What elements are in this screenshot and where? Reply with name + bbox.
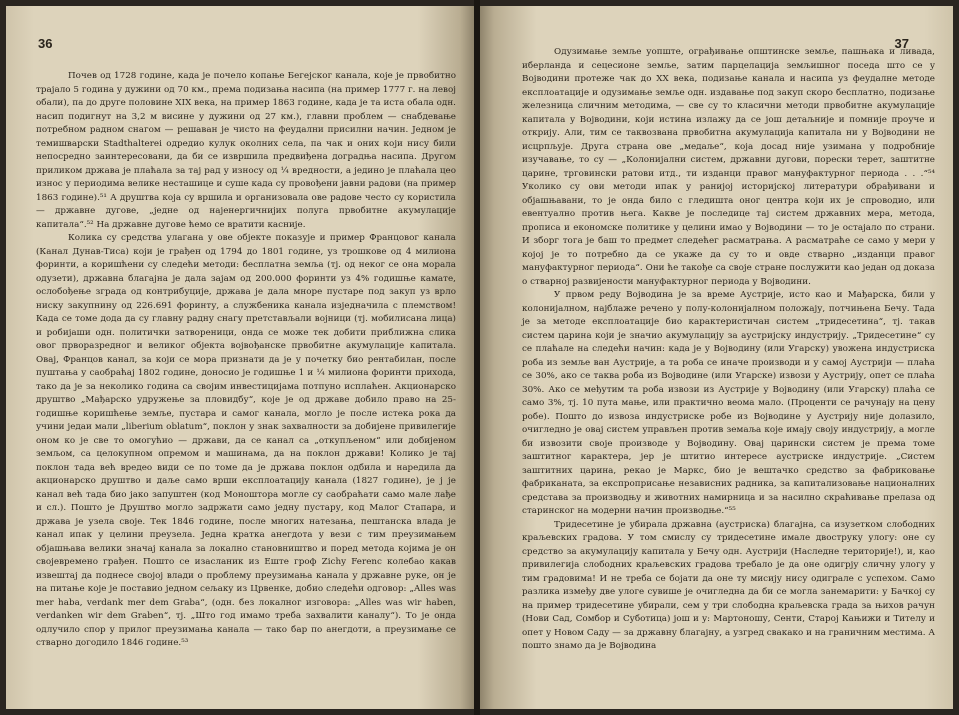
- paragraph: Колика су средства улагана у ове објекте показује и пример Францовог канала (Канал Дунав-Тиса) који је грађен од 1794 до 1801 године, уз трошкове од 4 милиона форинти, а коришћени су следећи методи: бесплатна земља (тј. од неког се она морала одузети), државна благајна је дала зајам од 200.000 форинти уз 4% годишње камате, ослобођење зграда од контрибуције, држава је дала мноре пустаре под закуп уз врло ниску закупнину од 226.691 форинту, а службеника канала изједначила с племством! Када се томе дода да су главну радну снагу претстављали војници (тј. мобилисана лица) и робијаши одн. политички затвореници, онда се може тек добити приближна слика овог прворазредног и великог објекта војвођанске првобитне акумулације капитала. Овај, Францов канал, за који се мора признати да је у почетку био рентабилан, после пуштања у саобраћај 1802 године, доносио је годишње 1 и ¼ милиона форинти прихода, тако да је за неколико година са својим инвестицијама потпуно исплаћен. Акционарско друштво „Мађарско удружење за пловидбу“, које је од државе добило право на 25-годишње коришћење земље, пустара и самог канала, могло је после истека рока да учини једаи мали „liberium oblatum“, поклон у знак захвалности за добијене привилегије оном ко је све то омогућио — држави, да се канал са „откупљеном“ или добијеном земљом, са целокупном опремом и машинама, да на поклон држави! Колико је тај поклон тада већ вредео види се по томе да је држава поклон одбила и наредила да акционарско друштво и даље само врши експлоатацију канала (1827 године), је ј је канал већ тада био јако запуштен (код Моноштора могле су саобраћати само мале лађе и сл.). Пошто је Друштво могло задржати само једну пустару, код Малог Стапара, и држава је узела своје. Тек 1846 године, после многих натезања, пештанска влада је канал ипак у целини преузела. Једна кратка анегдота у вези с тим преузимањем објашњава велики значај канала за локално становништво и поред метода којима је он својевремено грађен. Пошто се изасланик из Еште гроф Zichy Ferenc колебао какав извештај да поднесе својој влади о проблему преузимања канала у државне руке, он је на питање које је поставио једном сељаку из Црвенке, добио следећи одговор: „Alles was mer haba, verdank mer dem Graba“, (одн. без локалног изговора: „Alles was wir haben, verdanken wir dem Graben“, тј. „Што год имамо треба захвалити каналу“). То је онда одлучило спор у прилог преузимања канала — тако бар по анегдоти, а преузимање се стварно догодило 1846 године.⁵³: [36, 233, 456, 648]
- right-page: [480, 6, 953, 709]
- page-body: [36, 70, 456, 651]
- page-body: [522, 46, 935, 654]
- left-page: [6, 6, 474, 709]
- paragraph: Тридесетине је убирала државна (аустриска) благајна, са изузетком слободних краљевских градова. У том смислу су тридесетине имале двоструку улогу: оне су средство за акумулацију капитала у Бечу одн. Аустрији (Наследне територије!), и, као привилегија слободних краљевских градова требало је да оне одигрју сличну улогу у тим градовима! И не треба се бојати да оне ту мисију нису одиграле с успехом. Само разлика између две улоге сувише је очигледна да би се могла занемарити: у Бачкој су на пример тридесетине убирали, сем у три слободна краљевска града за њихов рачун (Нови Сад, Сомбор и Суботица) још и у: Мартоношу, Сенти, Старој Кањижи и Тителу и опет у Новом Саду — за државну благајну, а узгред свакако и на граничним местима. А пошто знамо да је Војводина: [522, 519, 935, 651]
- paragraph: Почев од 1728 године, када је почело копање Бегејског канала, које је првобитно трајало 5 година у дужини од 70 км., према подизања насипа (на пример 1777 г. на левој обали), па до друге половине XIX века, на пример 1863 године, када је та иста обала одн. насип подигнут на 3,2 м висине у дужини од 27 км.), главни проблем — снабдевање потребном радном снагом — решаван је чисто на феудални присилни начин. Једном је темишварски Stadthalterei одредио кулук околних села, па чак и оних који нису били непосредно заинтересовани, да би се извршила предвиђена доградња насипа. Другом приликом држава је плаћала за тај рад у износу од ¼ вредности, а једино је плаћала цео износ у периодима велике несташице и суше када су провођени јавни радови (на пример 1863 године).⁵¹ А друштва која су вршила и организовала ове радове често су користила — државне дугове, „једне од најенергичнијих полуга првобитне акумулације капитала“.⁵² На државне дугове ћемо се вратити касније.: [36, 71, 456, 230]
- page-number: 37: [894, 36, 909, 51]
- paragraph: Одузимање земље уопште, ограђивање општинске земље, пашњака и ливада, иберланда и сецесионе земље, затим парцелација земљишног поседа што се у Војводини протеже чак до XX века, подизање канала и насипа уз феудалне методе експлоатације и одузимање земље одн. издавање под закуп скоро бесплатно, подизање железница сличним методима, — све су то класични методи првобитне акумулације капитала у Војводини, који истина излажу да се још детаљније и помније проуче и открију. Али, тим се таквозвана првобитна акумулација капитала ни у Војводини не исцрпљује. Друга страна ове „медаље“, која досад није узимана у подробније изучавање, то су — „Колонијални систем, државни дугови, порески терет, заштитне царине, трговински ратови итд., ти изданци правог мануфактурног периода . . .“⁵⁴ Уколико су ови методи ипак у ранијој историјској литератури обрађивани и објашњавани, то је онда било с гледишта оног центра који их је спроводио, или евентуално против њега. Какве је последице тај систем државних мера, метода, прописа и економске политике у целини имао у Војводини — то је остајало по страни. И зборг тога је баш то предмет следећег расматрања. А расматраће се само у мери у којој је то потребно да се укаже да су то и овде стварно „изданци правог мануфактурног периода“. Они ће такође са своје стране послужити као један од доказа о стварној развијености мануфактурног периода у Војводини.: [522, 47, 935, 287]
- paragraph: У првом реду Војводина је за време Аустрије, исто као и Мађарска, били у колонијалном, најблаже речено у полу-колонијалном положају, потчињена Бечу. Тада је за методе експлоатације био карактеристичан систем „тридесетина“, тј. такав систем царина који је значио акумулацију за аустријску индустрију. „Тридесетине“ су се плаћале на следећи начин: када је у Војводину (или Угарску) увожена индустриска роба из земље ван Аустрије, а та роба се иначе производи и у самој Аустрији — плаћа се 30%, ако се таква роба из Војводине (или Угарске) извози у Аустрију, опет се плаћа 30%. Ако се међутим та роба извози из Аустрије у Војводину (или Угарску) плаћа се само 3%, тј. 10 пута мање, или практично веома мало. (Проценти се рачунају на цену робе). Пошто до извоза индустриске робе из Војводине у Аустрију није долазило, очигледно је овај систем управљен против земаља које имају своју индустрију, а могле би извозити своје производе у Војводину. Овај царински систем је према томе заштитног карактера, јер је штитио интересе аустриске индустрије. „Систем заштитних царина, рекао је Маркс, био је вештачко средство за фабриковање фабриканата, за експроприсање независних радника, за капитализовање националних средстава за производњу и животних намирница и за насилно скраћивање прелаза од старинског на модерни начин производње.“⁵⁵: [522, 290, 935, 516]
- page-number: 36: [38, 36, 53, 51]
